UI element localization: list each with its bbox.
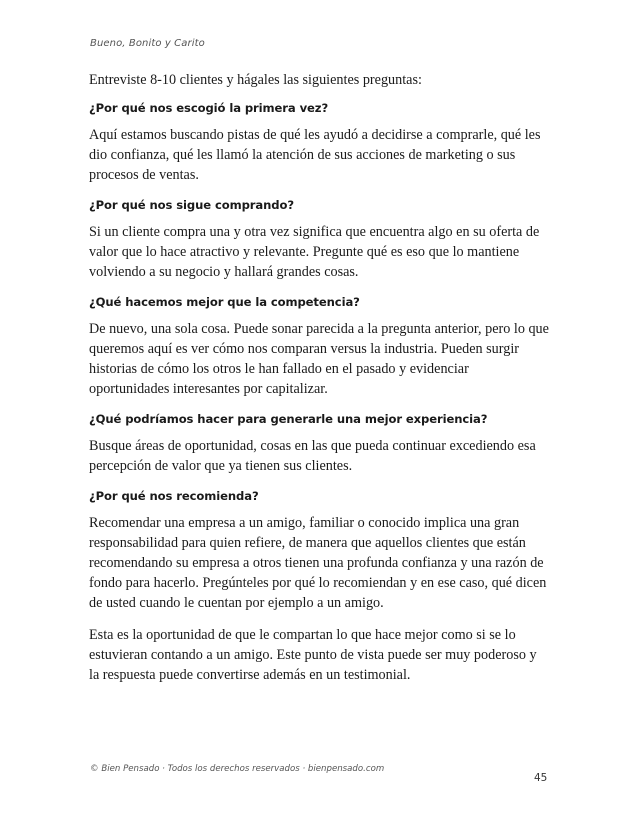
answer-paragraph: Esta es la oportunidad de que le compartan lo que hace mejor como si se lo estuvieran contando a un amigo. Este punto de vista puede ser muy poderoso y la respuesta puede convertirse además en un testimonial. [89, 627, 537, 683]
question-heading: ¿Por qué nos sigue comprando? [89, 198, 294, 212]
answer-paragraph: Recomendar una empresa a un amigo, familiar o conocido implica una gran responsabilidad para quien refiere, de manera que aquellos clientes que están recomendando su empresa a otros tienen una profunda confianza y una razón de fondo para hacerlo. Pregúnteles por qué lo recomiendan y en ese caso, qué dicen de usted cuando le cuentan por ejemplo a un amigo. [89, 515, 547, 611]
intro-paragraph: Entreviste 8-10 clientes y hágales las siguientes preguntas: [89, 72, 422, 88]
answer-paragraph: Aquí estamos buscando pistas de qué les ayudó a decidirse a comprarle, qué les dio confianza, qué les llamó la atención de sus acciones de marketing o sus procesos de ventas. [89, 127, 541, 183]
question-heading: ¿Qué podríamos hacer para generarle una mejor experiencia? [89, 412, 488, 426]
section-1 [89, 100, 549, 185]
section-3 [89, 294, 549, 399]
section-4 [89, 411, 549, 476]
section-2 [89, 197, 549, 282]
question-heading: ¿Qué hacemos mejor que la competencia? [89, 295, 360, 309]
answer-paragraph: De nuevo, una sola cosa. Puede sonar parecida a la pregunta anterior, pero lo que queremos aquí es ver cómo nos comparan versus la industria. Pueden surgir historias de cómo los otros le han fallado en el pasado y evidenciar oportunidades interesantes por capitalizar. [89, 321, 549, 397]
answer-paragraph: Busque áreas de oportunidad, cosas en las que pueda continuar excediendo esa percepción de valor que ya tienen sus clientes. [89, 438, 536, 474]
section-5 [89, 488, 549, 685]
footer-copyright: © Bien Pensado · Todos los derechos reservados · bienpensado.com [90, 764, 385, 774]
answer-paragraph: Si un cliente compra una y otra vez significa que encuentra algo en su oferta de valor que lo hace atractivo y relevante. Pregunte qué es eso que lo mantiene volviendo a su negocio y hallará grandes cosas. [89, 224, 540, 280]
page-number: 45 [534, 772, 548, 784]
question-heading: ¿Por qué nos escogió la primera vez? [89, 101, 329, 115]
running-header: Bueno, Bonito y Carito [90, 38, 205, 49]
question-heading: ¿Por qué nos recomienda? [89, 489, 259, 503]
page-body [89, 70, 549, 697]
